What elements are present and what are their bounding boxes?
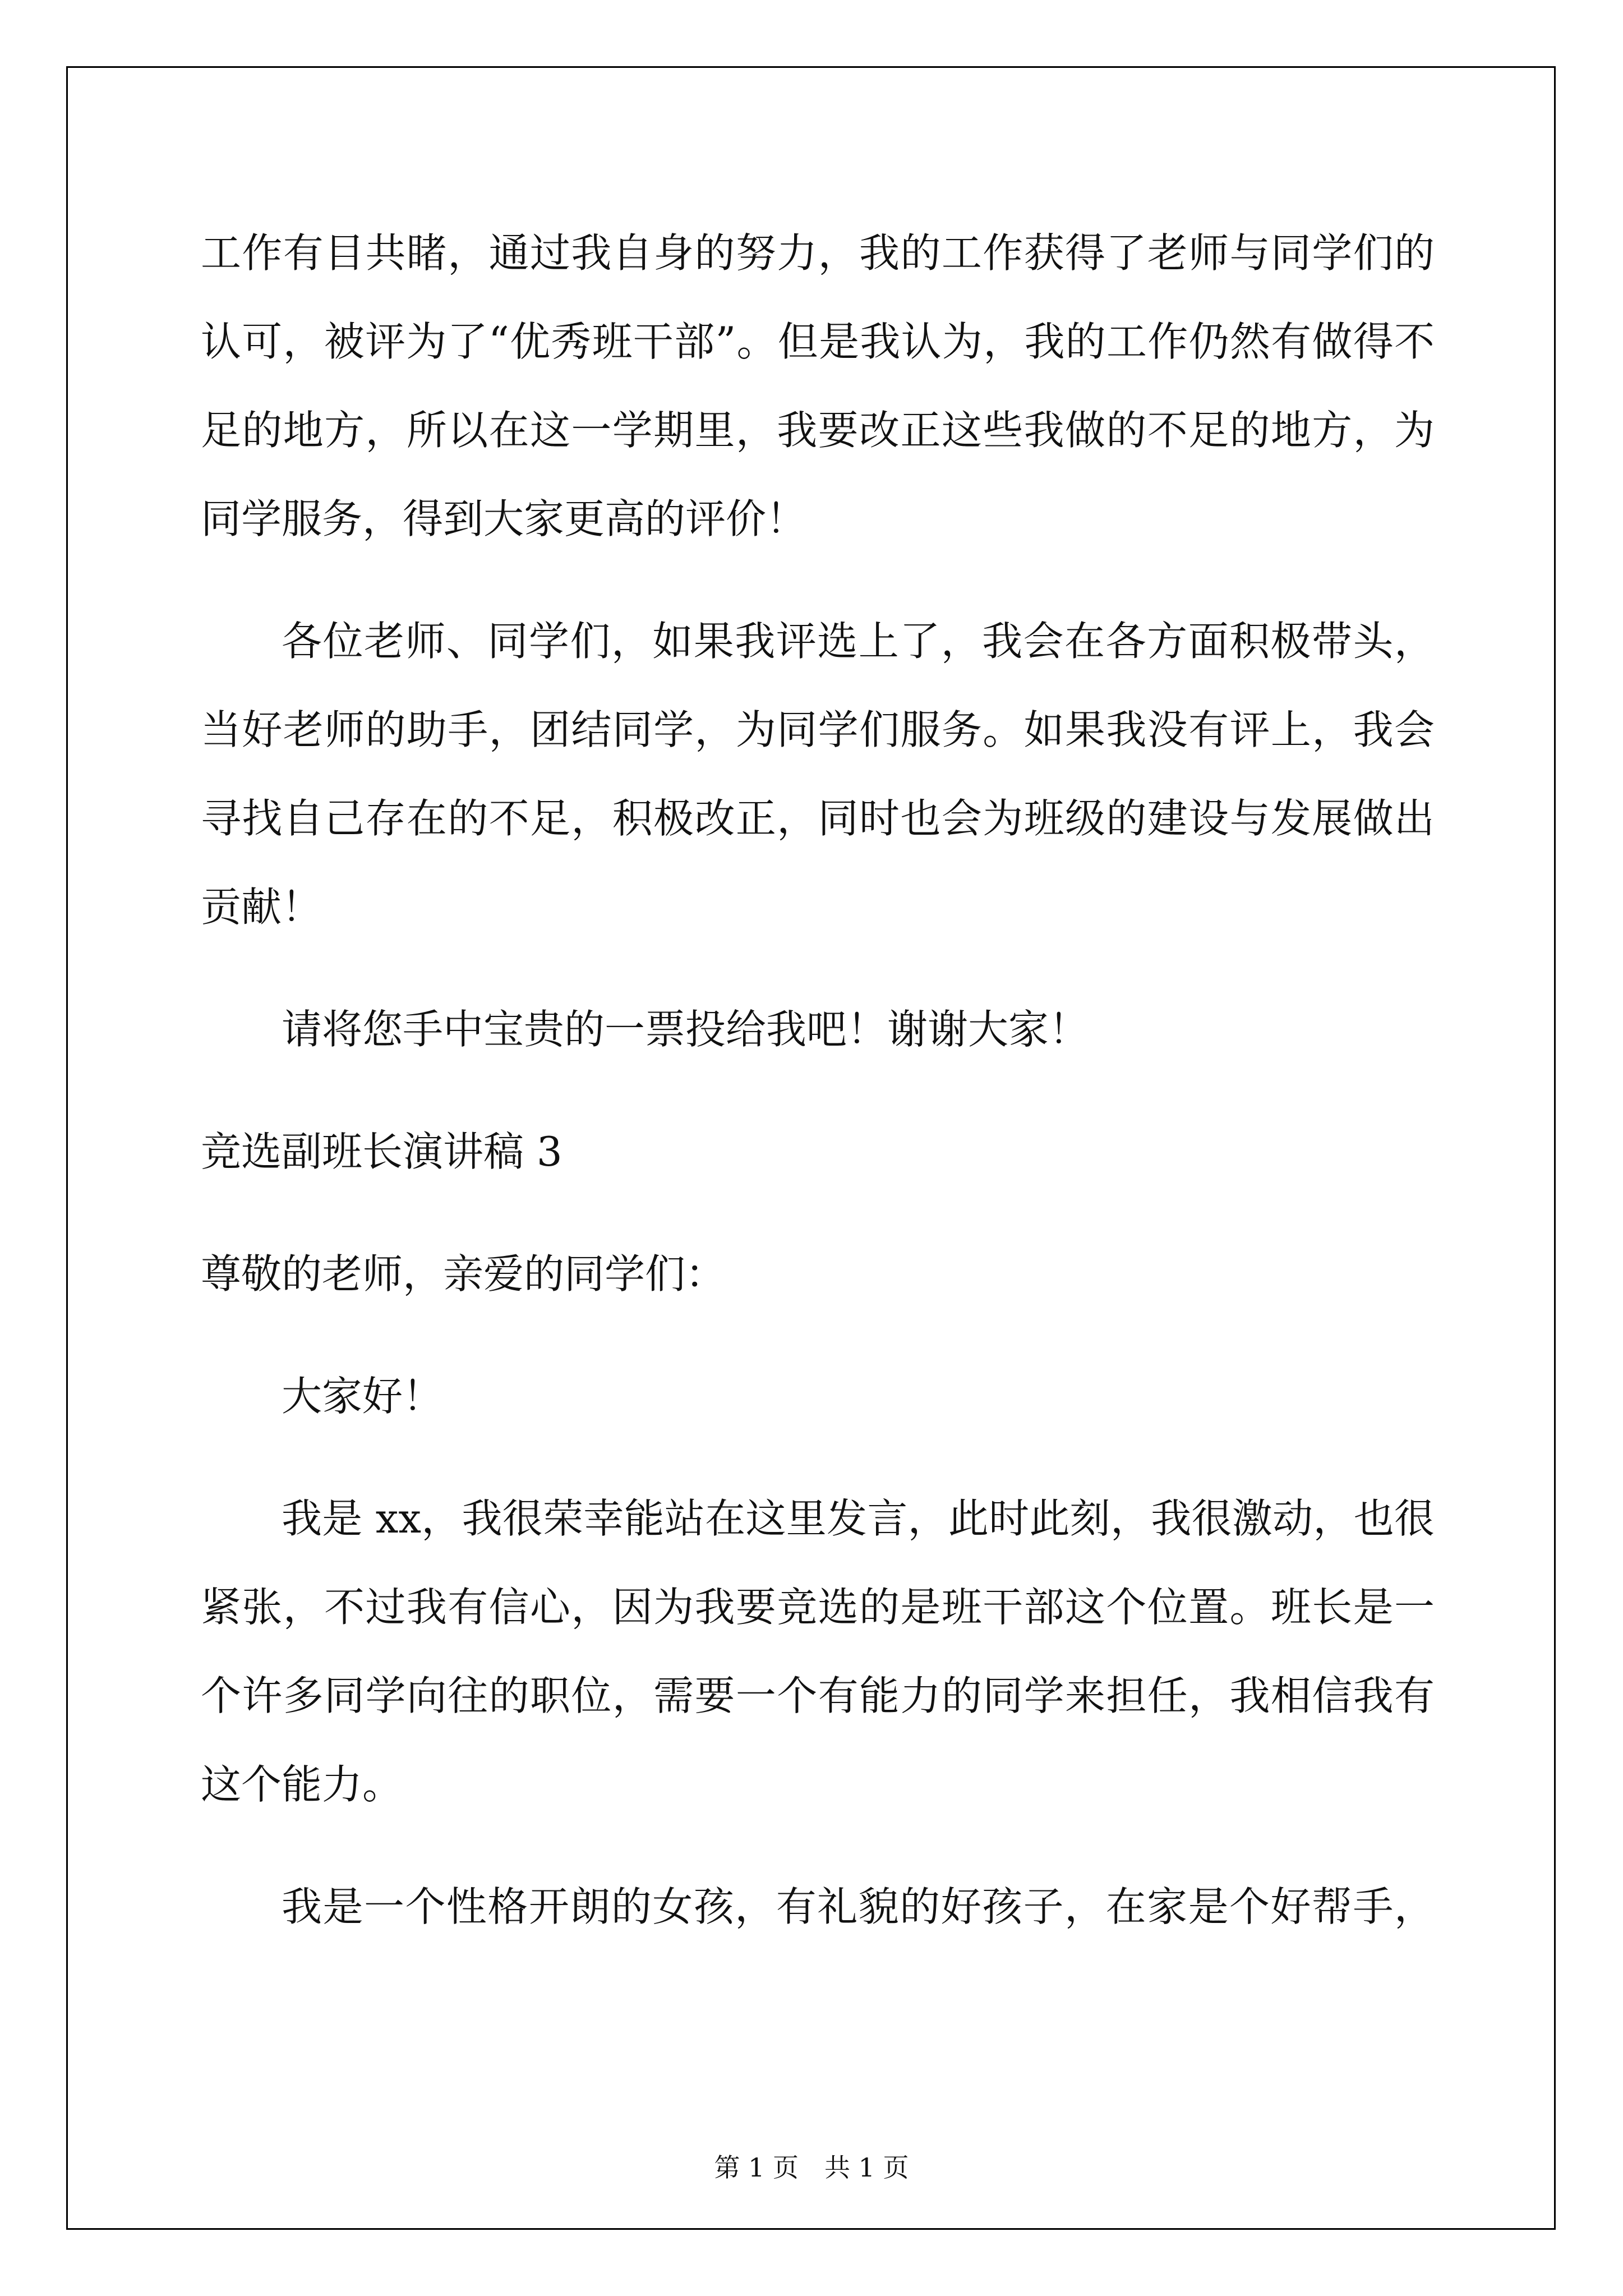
document-body xyxy=(201,209,1435,1951)
paragraph xyxy=(201,985,1435,1074)
text-line: 这个能力。 xyxy=(201,1761,403,1808)
section-heading xyxy=(201,1107,1435,1196)
text-line: 大家好！ xyxy=(282,1373,444,1420)
text-line: 个许多同学向往的职位，需要一个有能力的同学来担任，我相信我有 xyxy=(201,1672,1435,1719)
text-line: 请将您手中宝贵的一票投给我吧！谢谢大家！ xyxy=(282,1006,1090,1053)
paragraph xyxy=(201,209,1435,563)
paragraph xyxy=(201,1862,1435,1951)
text-line: 我是一个性格开朗的女孩，有礼貌的好孩子，在家是个好帮手， xyxy=(282,1883,1435,1930)
text-line: 尊敬的老师，亲爱的同学们： xyxy=(201,1250,726,1297)
text-line: 足的地方，所以在这一学期里，我要改正这些我做的不足的地方，为 xyxy=(201,407,1435,454)
salutation xyxy=(201,1230,1435,1318)
paragraph xyxy=(201,1474,1435,1829)
text-line: 认可，被评为了“优秀班干部”。但是我认为，我的工作仍然有做得不 xyxy=(201,318,1435,365)
paragraph xyxy=(201,597,1435,951)
page-footer xyxy=(0,2147,1623,2184)
text-line: 寻找自己存在的不足，积极改正，同时也会为班级的建设与发展做出 xyxy=(201,795,1435,842)
text-line: 各位老师、同学们，如果我评选上了，我会在各方面积极带头， xyxy=(282,618,1435,665)
text-line: 同学服务，得到大家更高的评价！ xyxy=(201,495,807,542)
text-line: 紧张，不过我有信心，因为我要竞选的是班干部这个位置。班长是一 xyxy=(201,1584,1435,1631)
text-line: 贡献！ xyxy=(201,884,322,931)
text-line: 当好老师的助手，团结同学，为同学们服务。如果我没有评上，我会 xyxy=(201,706,1435,753)
text-line: 我是 xx，我很荣幸能站在这里发言，此时此刻，我很激动，也很 xyxy=(282,1495,1435,1542)
paragraph xyxy=(201,1352,1435,1441)
text-line: 工作有目共睹，通过我自身的努力，我的工作获得了老师与同学们的 xyxy=(201,229,1435,277)
section-title: 竞选副班长演讲稿 3 xyxy=(201,1128,562,1175)
page-total: 共 1 页 xyxy=(824,2152,909,2183)
page-number: 第 1 页 xyxy=(714,2152,799,2183)
